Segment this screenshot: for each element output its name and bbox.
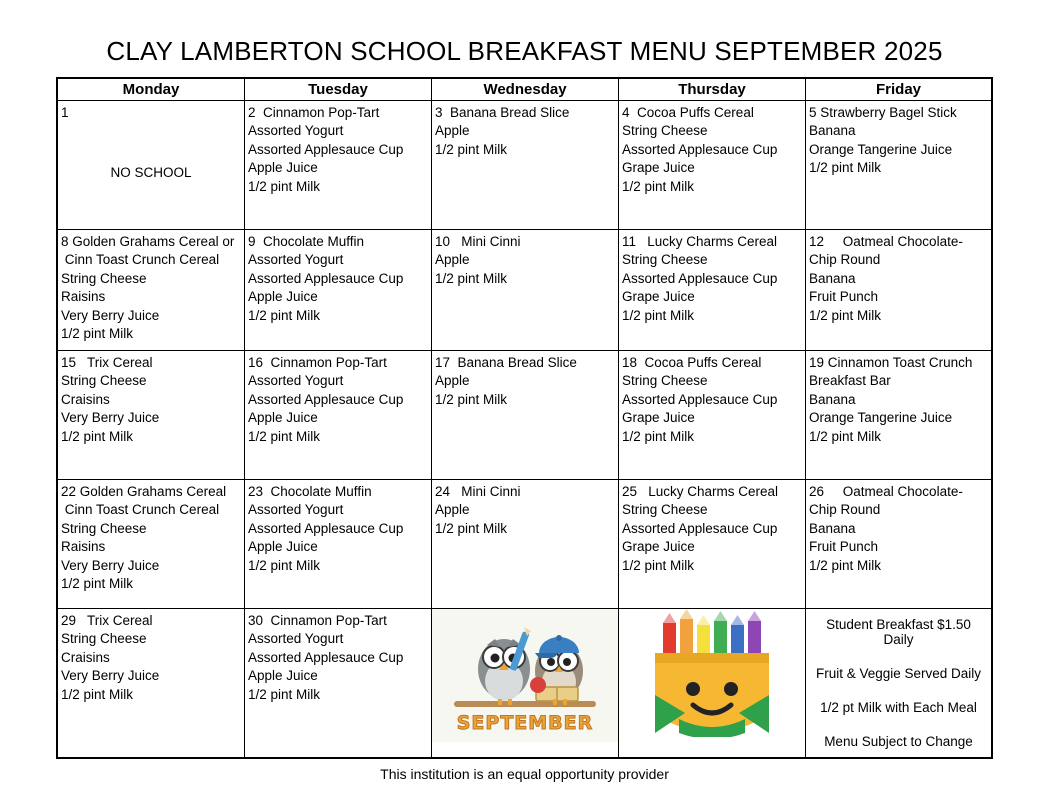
menu-line: Cinn Toast Crunch Cereal [61,502,220,518]
crayon-box-image-cell [619,609,806,759]
crayon-box-illustration [619,609,805,737]
menu-line: Grape Juice [622,160,695,176]
menu-line: 1/2 pint Milk [61,686,134,702]
day-cell-1 [57,101,245,230]
menu-line: Breakfast Bar [809,373,891,389]
column-header-thursday: Thursday [619,78,806,101]
menu-line: Assorted Applesauce Cup [622,141,778,157]
menu-line: 1/2 pint Milk [435,391,508,407]
menu-line: String Cheese [61,631,147,647]
menu-line: 1/2 pint Milk [809,428,882,444]
note-subject-to-change: Menu Subject to Change [824,734,973,749]
menu-line: 1/2 pint Milk [809,557,882,573]
day-cell-24 [432,480,619,609]
menu-line: 23 Chocolate Muffin [248,484,372,499]
menu-line: 22 Golden Grahams Cereal [61,484,227,499]
september-owls-clipart [432,609,618,742]
note-price: Student Breakfast $1.50 Daily [826,617,971,647]
menu-line: Apple Juice [248,539,318,555]
day-cell-17 [432,351,619,480]
menu-line: Apple Juice [248,668,318,684]
menu-line: Apple [435,252,470,268]
menu-line: Grape Juice [622,410,695,426]
menu-line: Assorted Applesauce Cup [622,391,778,407]
menu-line: Grape Juice [622,539,695,555]
menu-line: Very Berry Juice [61,410,160,426]
menu-line: Raisins [61,539,106,555]
menu-line: String Cheese [61,373,147,389]
menu-line: String Cheese [622,123,708,139]
note-fruit-veggie: Fruit & Veggie Served Daily [815,666,982,681]
menu-line: 11 Lucky Charms Cereal [622,234,778,249]
menu-line: Banana [809,391,856,407]
menu-line: Assorted Applesauce Cup [248,520,404,536]
calendar-week-row [57,101,992,230]
column-header-tuesday: Tuesday [245,78,432,101]
menu-line: 10 Mini Cinni [435,234,521,249]
menu-line: Apple Juice [248,410,318,426]
menu-line: Cinn Toast Crunch Cereal [61,252,220,268]
menu-line: Apple [435,123,470,139]
day-cell-22 [57,480,245,609]
day-cell-30 [245,609,432,759]
menu-line: 19 Cinnamon Toast Crunch [809,355,973,370]
menu-line: Chip Round [809,252,881,268]
menu-line: Banana [809,520,856,536]
menu-line: Craisins [61,391,110,407]
footer-statement: This institution is an equal opportunity provider [380,766,669,782]
menu-line: Orange Tangerine Juice [809,410,953,426]
notes-cell [806,609,993,759]
menu-line: 1/2 pint Milk [622,178,695,194]
menu-line: Assorted Yogurt [248,252,344,268]
menu-line: 1/2 pint Milk [248,307,321,323]
menu-line: 1/2 pint Milk [248,686,321,702]
menu-line: 5 Strawberry Bagel Stick [809,105,957,120]
menu-line: 1/2 pint Milk [622,428,695,444]
menu-line: Assorted Applesauce Cup [622,520,778,536]
menu-line: Very Berry Juice [61,307,160,323]
menu-line: 29 Trix Cereal [61,613,153,628]
september-caption: SEPTEMBER [456,712,594,734]
menu-line: Fruit Punch [809,539,879,555]
menu-line: Raisins [61,289,106,305]
breakfast-menu-calendar [56,77,993,759]
calendar-week-row [57,351,992,480]
no-school-label: NO SCHOOL [110,165,192,181]
menu-line: Grape Juice [622,289,695,305]
menu-line: 3 Banana Bread Slice [435,105,570,120]
menu-line: 1/2 pint Milk [622,557,695,573]
day-cell-2 [245,101,432,230]
menu-line: String Cheese [622,502,708,518]
menu-line: 1/2 pint Milk [809,307,882,323]
september-owls-image-cell [432,609,619,759]
calendar-week-row [57,609,992,759]
menu-line: 16 Cinnamon Pop-Tart [248,355,387,370]
day-cell-3 [432,101,619,230]
column-header-wednesday: Wednesday [432,78,619,101]
calendar-header-row [57,78,992,101]
menu-line: 4 Cocoa Puffs Cereal [622,105,754,120]
menu-line: 30 Cinnamon Pop-Tart [248,613,387,628]
day-cell-23 [245,480,432,609]
menu-line: String Cheese [61,270,147,286]
day-cell-9 [245,230,432,351]
menu-line: 1/2 pint Milk [61,576,134,592]
menu-line: Assorted Yogurt [248,373,344,389]
crayon-box-clipart [619,609,805,742]
day-cell-19 [806,351,993,480]
menu-line: Very Berry Juice [61,668,160,684]
menu-line: 1/2 pint Milk [435,141,508,157]
day-number: 1 [61,105,69,120]
column-header-friday: Friday [806,78,993,101]
menu-line: 1/2 pint Milk [248,428,321,444]
menu-line: String Cheese [61,520,147,536]
menu-line: Assorted Applesauce Cup [622,270,778,286]
menu-line: Apple Juice [248,289,318,305]
menu-line: 1/2 pint Milk [61,428,134,444]
menu-line: 26 Oatmeal Chocolate- [809,484,963,499]
menu-line: 1/2 pint Milk [248,178,321,194]
day-cell-10 [432,230,619,351]
day-cell-26 [806,480,993,609]
day-cell-18 [619,351,806,480]
menu-line: Chip Round [809,502,881,518]
menu-line: String Cheese [622,373,708,389]
day-cell-5 [806,101,993,230]
day-cell-12 [806,230,993,351]
menu-line: Assorted Applesauce Cup [248,141,404,157]
menu-line: 1/2 pint Milk [435,520,508,536]
menu-line: Assorted Applesauce Cup [248,270,404,286]
menu-line: Craisins [61,649,110,665]
menu-line: 1/2 pint Milk [61,326,134,342]
menu-line: Assorted Yogurt [248,631,344,647]
menu-line: Banana [809,123,856,139]
menu-line: Apple [435,373,470,389]
note-milk: 1/2 pt Milk with Each Meal [820,700,977,715]
menu-line: Assorted Yogurt [248,123,344,139]
menu-line: 2 Cinnamon Pop-Tart [248,105,380,120]
menu-line: 8 Golden Grahams Cereal or [61,234,235,249]
menu-line: 25 Lucky Charms Cereal [622,484,779,499]
day-cell-16 [245,351,432,480]
menu-line: 18 Cocoa Puffs Cereal [622,355,762,370]
menu-line: Banana [809,270,856,286]
day-cell-29 [57,609,245,759]
menu-line: Very Berry Juice [61,557,160,573]
menu-line: Assorted Yogurt [248,502,344,518]
menu-line: 24 Mini Cinni [435,484,521,499]
column-header-monday: Monday [57,78,245,101]
menu-line: Fruit Punch [809,289,879,305]
menu-line: Assorted Applesauce Cup [248,649,404,665]
day-cell-15 [57,351,245,480]
menu-line: Assorted Applesauce Cup [248,391,404,407]
calendar-week-row [57,480,992,609]
menu-line: 1/2 pint Milk [622,307,695,323]
menu-line: 1/2 pint Milk [809,160,882,176]
day-cell-11 [619,230,806,351]
menu-line: Apple Juice [248,160,318,176]
day-cell-25 [619,480,806,609]
calendar-week-row [57,230,992,351]
menu-line: Apple [435,502,470,518]
menu-line: 15 Trix Cereal [61,355,153,370]
menu-line: 1/2 pint Milk [248,557,321,573]
day-cell-8 [57,230,245,351]
menu-line: 1/2 pint Milk [435,270,508,286]
menu-line: String Cheese [622,252,708,268]
menu-line: Orange Tangerine Juice [809,141,953,157]
day-cell-4 [619,101,806,230]
menu-line: 17 Banana Bread Slice [435,355,577,370]
menu-line: 9 Chocolate Muffin [248,234,365,249]
menu-line: 12 Oatmeal Chocolate- [809,234,963,249]
page-title: CLAY LAMBERTON SCHOOL BREAKFAST MENU SEPTEMBER 2025 [106,36,943,66]
